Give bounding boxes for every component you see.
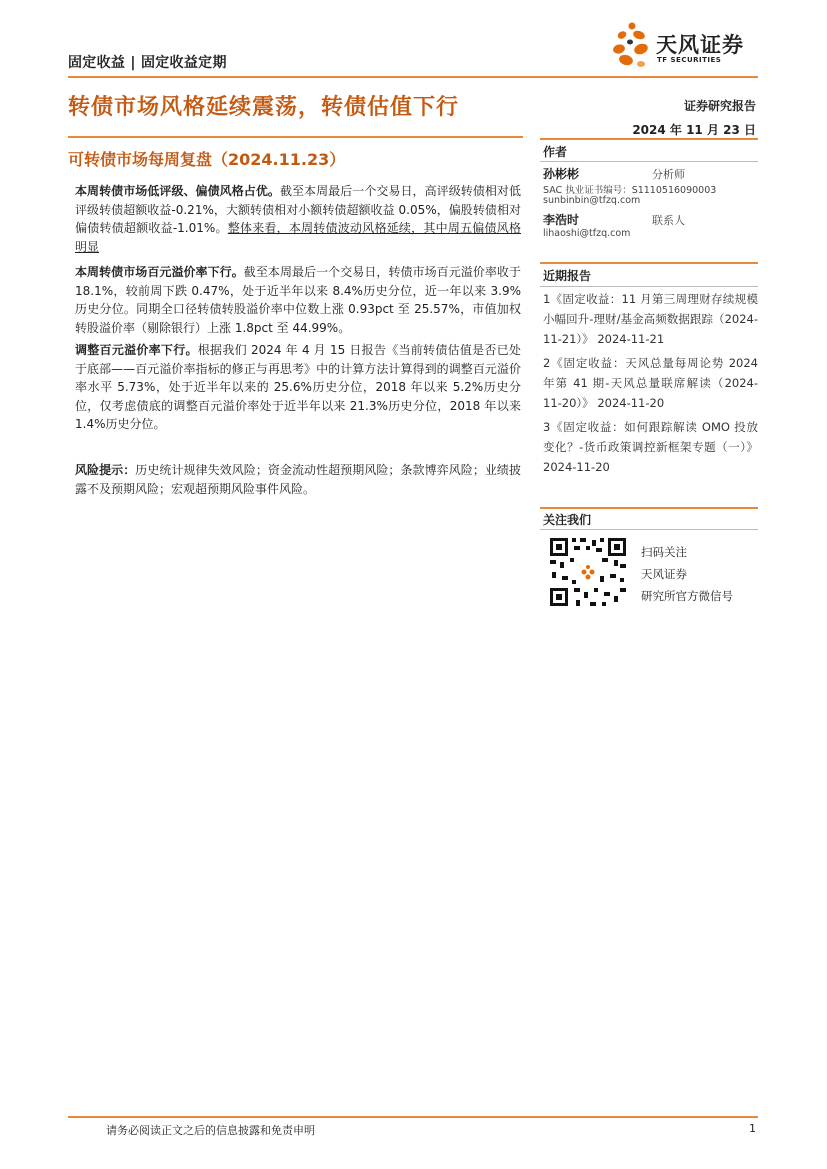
report-type: 证券研究报告 <box>683 99 756 113</box>
author-name: 李浩时 <box>543 213 580 227</box>
paragraph-style <box>75 182 521 256</box>
subtitle-divider <box>68 136 523 138</box>
risk-text: 历史统计规律失效风险；资金流动性超预期风险；条款博弈风险；业绩披露不及预期风险；宏观超预期风险事件风险。 <box>75 463 521 496</box>
paragraph-text: 截至本周最后一个交易日，转债市场百元溢价率收于 18.1%，较前周下跌 0.47%，处于近半年以来 8.4%历史分位，近一年以来 3.9%历史分位。同期全口径转债转股溢价率中位数上涨 0.93pct 至 25.57%，市值加权转股溢价率（剔除银行）上涨 1.8pct 至 44.99%。 <box>75 265 521 335</box>
authors-heading: 作者 <box>543 145 568 159</box>
follow-line: 研究所官方微信号 <box>641 589 733 603</box>
authors-rule <box>540 161 758 162</box>
authors-divider <box>540 138 758 140</box>
recent-rule <box>540 286 758 287</box>
header-divider <box>68 76 758 78</box>
follow-rule <box>540 529 758 530</box>
author-cert: SAC 执业证书编号：S1110516090003 <box>543 185 717 196</box>
tf-logo-icon <box>610 20 654 70</box>
logo-english-name: TF SECURITIES <box>657 56 722 64</box>
follow-heading: 关注我们 <box>543 513 592 527</box>
follow-line: 扫码关注 <box>641 545 687 559</box>
risk-lead: 风险提示： <box>75 463 136 477</box>
paragraph-lead: 本周转债市场百元溢价率下行。 <box>75 265 244 279</box>
follow-line: 天风证券 <box>641 567 687 581</box>
author-email[interactable]: sunbinbin@tfzq.com <box>543 195 641 206</box>
author-role: 分析师 <box>652 168 685 181</box>
page-number: 1 <box>749 1122 756 1135</box>
recent-heading: 近期报告 <box>543 269 592 283</box>
recent-divider <box>540 262 758 264</box>
recent-report-item[interactable]: 3《固定收益：如何跟踪解读 OMO 投放变化？-货币政策调控新框架专题（一）》 2024-11-20 <box>543 420 758 474</box>
paragraph-lead: 调整百元溢价率下行。 <box>75 343 198 357</box>
recent-report-item[interactable]: 2《固定收益：天风总量每周论势 2024 年第 41 期-天风总量联席解读（2024-11-20）》 2024-11-20 <box>543 356 758 410</box>
author-role: 联系人 <box>652 214 685 227</box>
paragraph-text: 根据我们 2024 年 4 月 15 日报告《当前转债估值是否已处于底部——百元溢价率指标的修正与再思考》中的计算方法计算得到的调整百元溢价率水平 5.73%，处于近半年以来的 25.6%历史分位，2018 年以来 5.2%历史分位，仅考虑债底的调整百元溢价率处于近半年以来 21.3%历史分位，2018 年以来 1.4%历史分位。 <box>75 343 521 432</box>
paragraph-underlined: 整体来看，本周转债波动风格延续，其中周五偏债风格明显 <box>75 221 521 254</box>
paragraph-text: 截至本周最后一个交易日，高评级转债相对低评级转债超额收益-0.21%，大额转债相对小额转债超额收益 0.05%，偏股转债相对偏债转债超额收益-1.01%。 <box>75 184 521 236</box>
report-category: 固定收益 | 固定收益定期 <box>68 55 227 71</box>
wechat-qr-code[interactable] <box>548 536 628 608</box>
footer-disclaimer: 请务必阅读正文之后的信息披露和免责申明 <box>106 1124 315 1137</box>
company-logo <box>610 20 760 70</box>
page-title: 转债市场风格延续震荡，转债估值下行 <box>68 95 460 120</box>
paragraph-adjusted-premium <box>75 341 521 434</box>
paragraph-premium-rate <box>75 263 521 337</box>
author-name: 孙彬彬 <box>543 167 580 181</box>
recent-report-item[interactable]: 1《固定收益：11 月第三周理财存续规模小幅回升-理财/基金高频数据跟踪（2024-11-21）》 2024-11-21 <box>543 292 758 346</box>
risk-warning <box>75 461 521 498</box>
follow-divider <box>540 507 758 509</box>
logo-chinese-name: 天风证券 <box>656 33 744 57</box>
report-date: 2024 年 11 月 23 日 <box>632 123 756 137</box>
footer-divider <box>68 1116 758 1118</box>
author-email[interactable]: lihaoshi@tfzq.com <box>543 228 631 239</box>
paragraph-lead: 本周转债市场低评级、偏债风格占优。 <box>75 184 280 198</box>
page-subtitle: 可转债市场每周复盘（2024.11.23） <box>68 150 346 169</box>
